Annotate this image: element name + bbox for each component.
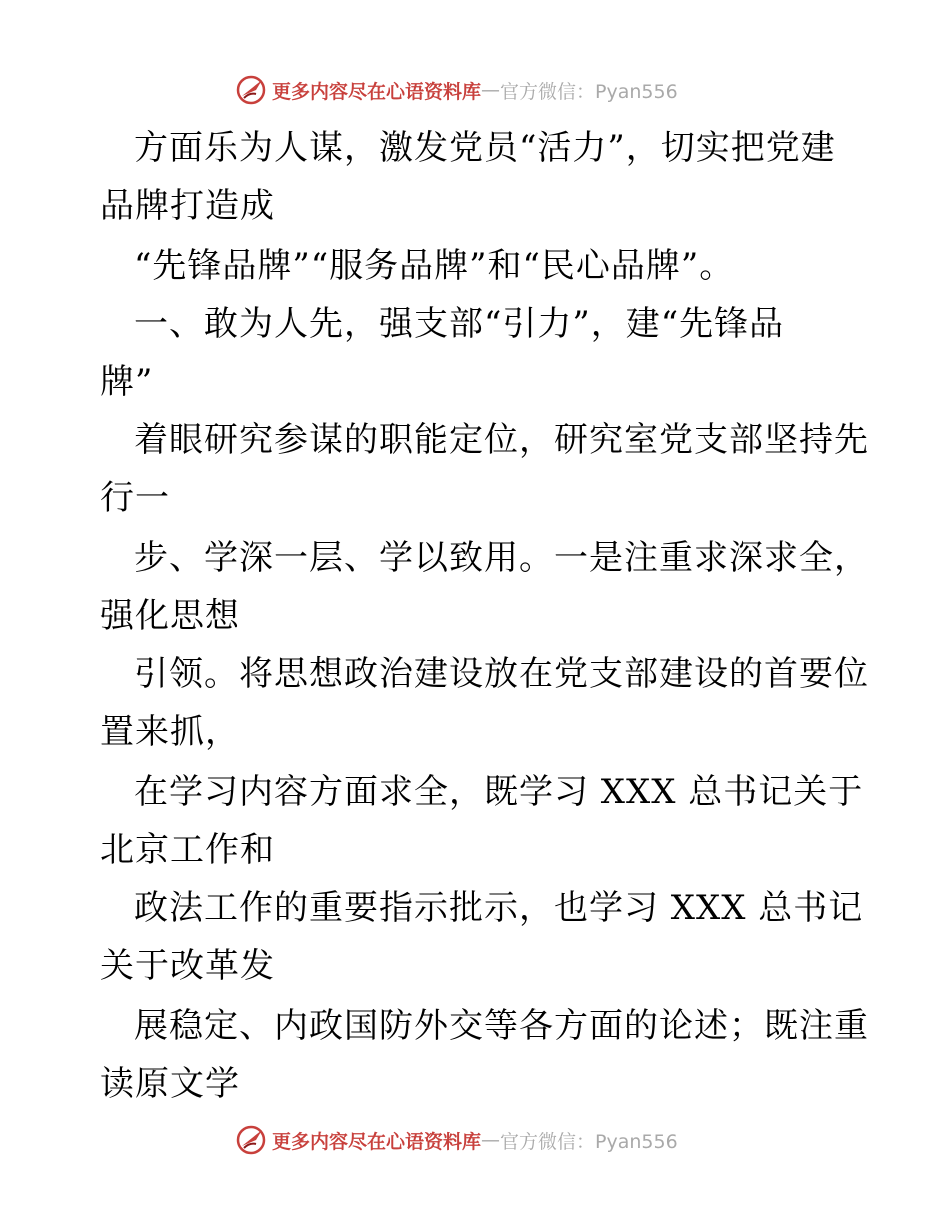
text-line: 行一 (100, 478, 170, 518)
banner-dash: — (481, 79, 501, 101)
text-line: 置来抓， (100, 712, 240, 752)
text-line: 展稳定、内政国防外交等各方面的论述；既注重 (134, 1006, 869, 1046)
text-line: 方面乐为人谋，激发党员“活力”，切实把党建 (134, 128, 836, 168)
banner-wechat: 官方微信：Pyan556 (500, 1130, 678, 1153)
banner-slogan: 更多内容尽在心语资料库 (272, 1130, 482, 1153)
text-line: 政法工作的重要指示批示，也学习 XXX 总书记 (134, 888, 864, 928)
quill-logo-icon (236, 74, 268, 106)
section-heading-cont: 牌” (100, 362, 154, 402)
text-line: “先锋品牌”“服务品牌”和“民心品牌”。 (134, 246, 735, 286)
section-heading: 一、敢为人先，强支部“引力”，建“先锋品 (134, 304, 785, 344)
text-line: 关于改革发 (100, 946, 275, 986)
header-banner (236, 74, 678, 106)
text-line: 品牌打造成 (100, 186, 275, 226)
quill-logo-icon (236, 1124, 268, 1156)
text-line: 步、学深一层、学以致用。一是注重求深求全， (134, 538, 869, 578)
text-line: 读原文学 (100, 1064, 240, 1104)
banner-wechat: 官方微信：Pyan556 (500, 80, 678, 103)
text-line: 在学习内容方面求全，既学习 XXX 总书记关于 (134, 772, 864, 812)
banner-slogan: 更多内容尽在心语资料库 (272, 80, 482, 103)
text-line: 强化思想 (100, 596, 240, 636)
footer-banner (236, 1124, 678, 1156)
banner-dash: — (481, 1129, 501, 1151)
text-line: 北京工作和 (100, 830, 275, 870)
text-line: 引领。将思想政治建设放在党支部建设的首要位 (134, 654, 869, 694)
text-line: 着眼研究参谋的职能定位，研究室党支部坚持先 (134, 420, 869, 460)
